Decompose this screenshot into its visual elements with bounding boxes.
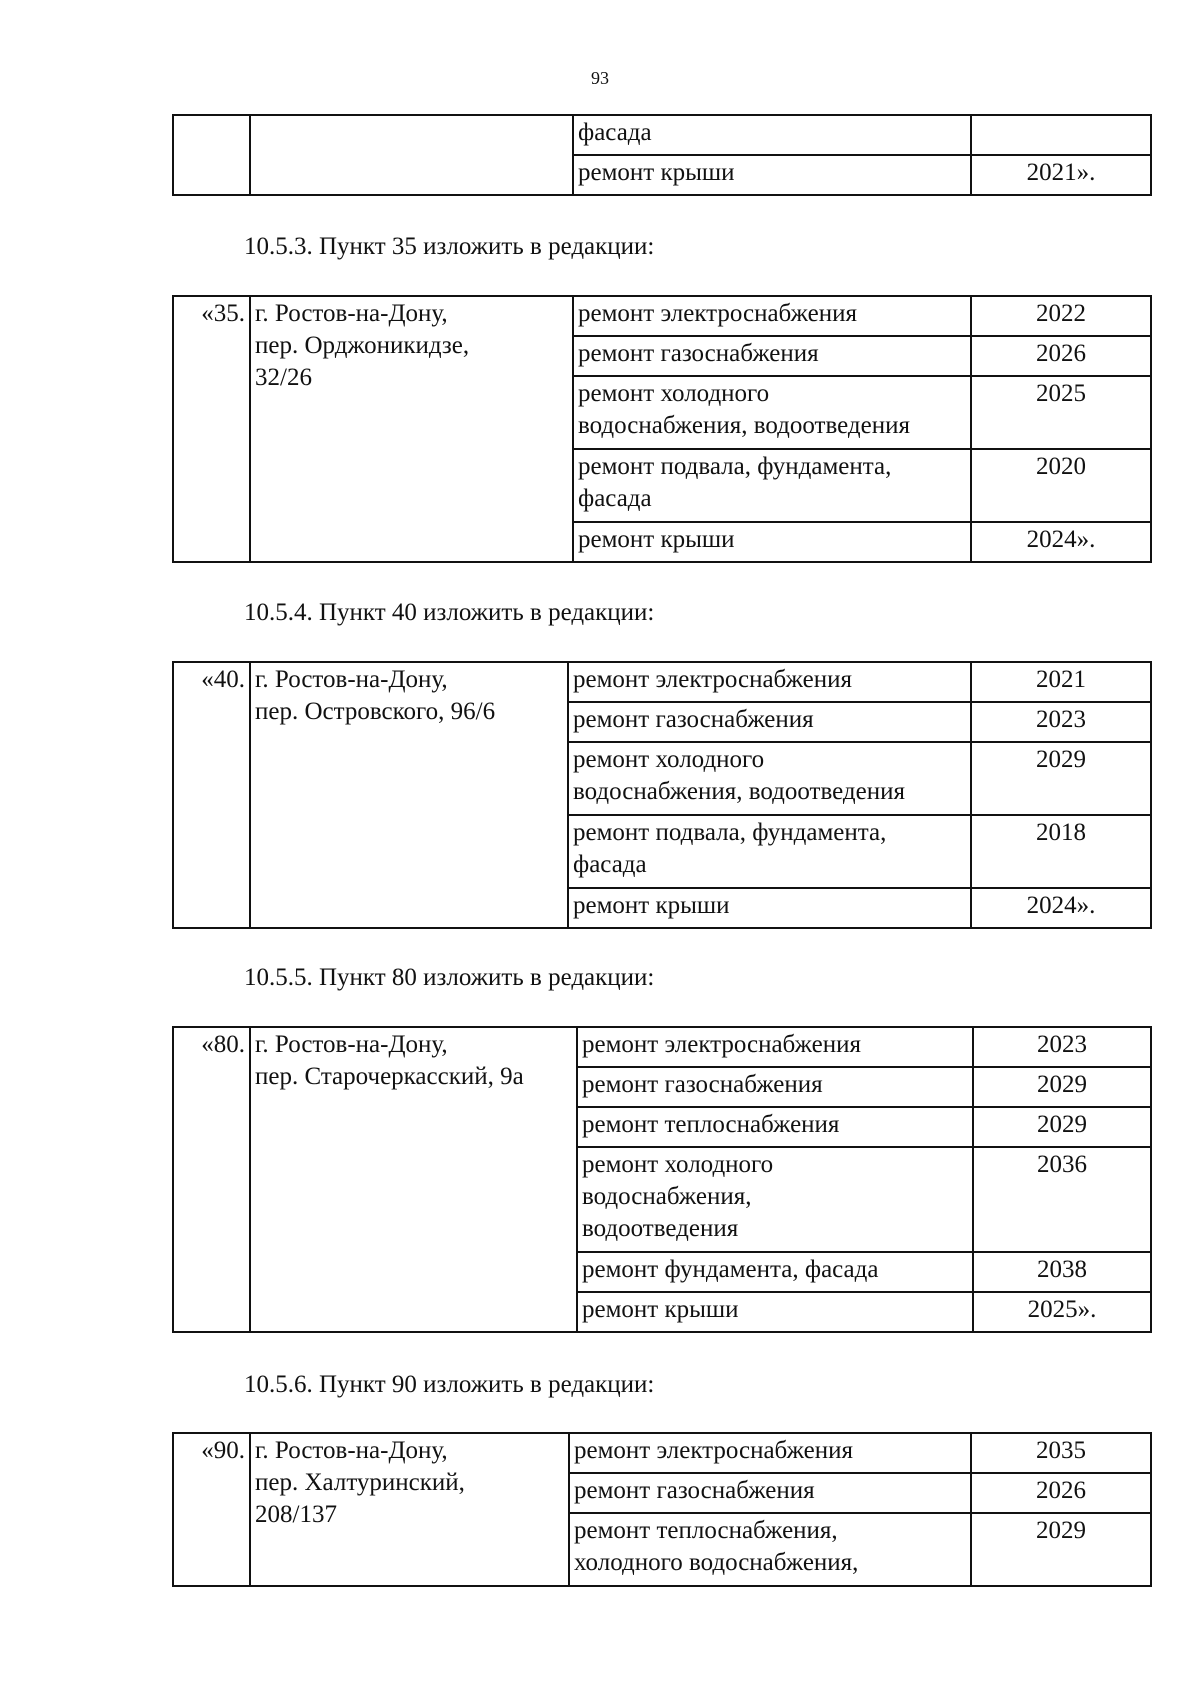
year-cell: 2025».: [973, 1292, 1151, 1332]
section-table: [172, 661, 1152, 929]
table-row: [173, 115, 1151, 155]
year-cell: 2022: [971, 296, 1151, 336]
work-cell: [568, 662, 971, 702]
year-cell: 2029: [971, 1513, 1151, 1586]
work-cell: [573, 376, 971, 449]
work-cell: [568, 742, 971, 815]
work-cell: [569, 1433, 971, 1473]
address-line: г. Ростов-на-Дону,: [255, 1031, 448, 1058]
address-line: пер. Орджоникидзе,: [255, 332, 470, 359]
work-line: водоснабжения, водоотведения: [573, 778, 905, 805]
section-heading: 10.5.3. Пункт 35 изложить в редакции:: [244, 233, 655, 260]
year-cell: 2024».: [971, 888, 1151, 928]
item-number: «80.: [173, 1027, 250, 1332]
work-line: ремонт газоснабжения: [582, 1071, 823, 1098]
section-heading: 10.5.6. Пункт 90 изложить в редакции:: [244, 1371, 655, 1398]
year-cell: 2023: [971, 702, 1151, 742]
year-cell: 2036: [973, 1147, 1151, 1252]
work-cell: [573, 296, 971, 336]
work-cell: [577, 1252, 973, 1292]
work-cell: [569, 1473, 971, 1513]
address-line: 208/137: [255, 1501, 337, 1528]
address-line: 32/26: [255, 364, 312, 391]
item-number: «90.: [173, 1433, 250, 1586]
table-row: [173, 296, 1151, 336]
address-line: г. Ростов-на-Дону,: [255, 1437, 448, 1464]
year-cell: 2026: [971, 336, 1151, 376]
page-number: 93: [591, 68, 609, 88]
address-line: пер. Халтуринский,: [255, 1469, 465, 1496]
section-table: [172, 1026, 1152, 1333]
year-cell: 2020: [971, 449, 1151, 522]
work-line: ремонт газоснабжения: [574, 1477, 815, 1504]
work-line: ремонт холодного: [573, 746, 765, 773]
address-cell: [250, 115, 573, 195]
year-cell: 2029: [973, 1067, 1151, 1107]
work-line: ремонт электроснабжения: [582, 1031, 861, 1058]
work-line: ремонт холодного: [578, 380, 770, 407]
address-cell: [250, 662, 568, 928]
work-line: ремонт электроснабжения: [573, 666, 852, 693]
item-number: «40.: [173, 662, 250, 928]
address-line: пер. Старочеркасский, 9а: [255, 1063, 524, 1090]
year-cell: 2021».: [971, 155, 1151, 195]
section-table: [172, 1432, 1152, 1587]
year-cell: 2021: [971, 662, 1151, 702]
work-line: водоотведения: [582, 1215, 739, 1242]
work-line: ремонт теплоснабжения,: [574, 1517, 838, 1544]
work-cell: [568, 888, 971, 928]
work-line: фасада: [578, 485, 652, 512]
work-line: ремонт фундамента, фасада: [582, 1256, 879, 1283]
work-line: ремонт газоснабжения: [578, 340, 819, 367]
work-line: ремонт электроснабжения: [574, 1437, 853, 1464]
work-cell: [577, 1292, 973, 1332]
work-line: водоснабжения, водоотведения: [578, 412, 910, 439]
year-cell: [971, 115, 1151, 155]
year-cell: 2023: [973, 1027, 1151, 1067]
continuation-table: [172, 114, 1152, 196]
work-line: ремонт крыши: [582, 1296, 739, 1323]
year-cell: 2026: [971, 1473, 1151, 1513]
work-line: ремонт подвала, фундамента,: [573, 819, 887, 846]
work-cell: фасада: [573, 115, 971, 155]
num-cell: [173, 115, 250, 195]
work-line: ремонт холодного: [582, 1151, 774, 1178]
year-cell: 2035: [971, 1433, 1151, 1473]
work-line: холодного водоснабжения,: [574, 1549, 859, 1576]
work-line: ремонт теплоснабжения: [582, 1111, 840, 1138]
table-row: [173, 1433, 1151, 1473]
work-line: ремонт газоснабжения: [573, 706, 814, 733]
year-cell: 2025: [971, 376, 1151, 449]
work-cell: [577, 1107, 973, 1147]
section-heading: 10.5.4. Пункт 40 изложить в редакции:: [244, 599, 655, 626]
work-cell: [577, 1027, 973, 1067]
work-line: водоснабжения,: [582, 1183, 752, 1210]
year-cell: 2029: [971, 742, 1151, 815]
address-line: г. Ростов-на-Дону,: [255, 666, 448, 693]
work-cell: [577, 1147, 973, 1252]
year-cell: 2024».: [971, 522, 1151, 562]
work-cell: [568, 815, 971, 888]
address-line: пер. Островского, 96/6: [255, 698, 496, 725]
year-cell: 2038: [973, 1252, 1151, 1292]
table-row: [173, 662, 1151, 702]
section-table: [172, 295, 1152, 563]
address-cell: [250, 1433, 569, 1586]
work-line: ремонт электроснабжения: [578, 300, 857, 327]
work-cell: [577, 1067, 973, 1107]
work-cell: [573, 336, 971, 376]
table-row: [173, 1027, 1151, 1067]
work-line: ремонт крыши: [578, 526, 735, 553]
work-line: фасада: [573, 851, 647, 878]
work-cell: [573, 449, 971, 522]
item-number: «35.: [173, 296, 250, 562]
address-cell: [250, 1027, 577, 1332]
address-cell: [250, 296, 573, 562]
year-cell: 2018: [971, 815, 1151, 888]
work-cell: [573, 522, 971, 562]
work-cell: ремонт крыши: [573, 155, 971, 195]
work-cell: [568, 702, 971, 742]
section-heading: 10.5.5. Пункт 80 изложить в редакции:: [244, 964, 655, 991]
year-cell: 2029: [973, 1107, 1151, 1147]
work-line: ремонт крыши: [573, 892, 730, 919]
work-cell: [569, 1513, 971, 1586]
address-line: г. Ростов-на-Дону,: [255, 300, 448, 327]
work-line: ремонт подвала, фундамента,: [578, 453, 892, 480]
